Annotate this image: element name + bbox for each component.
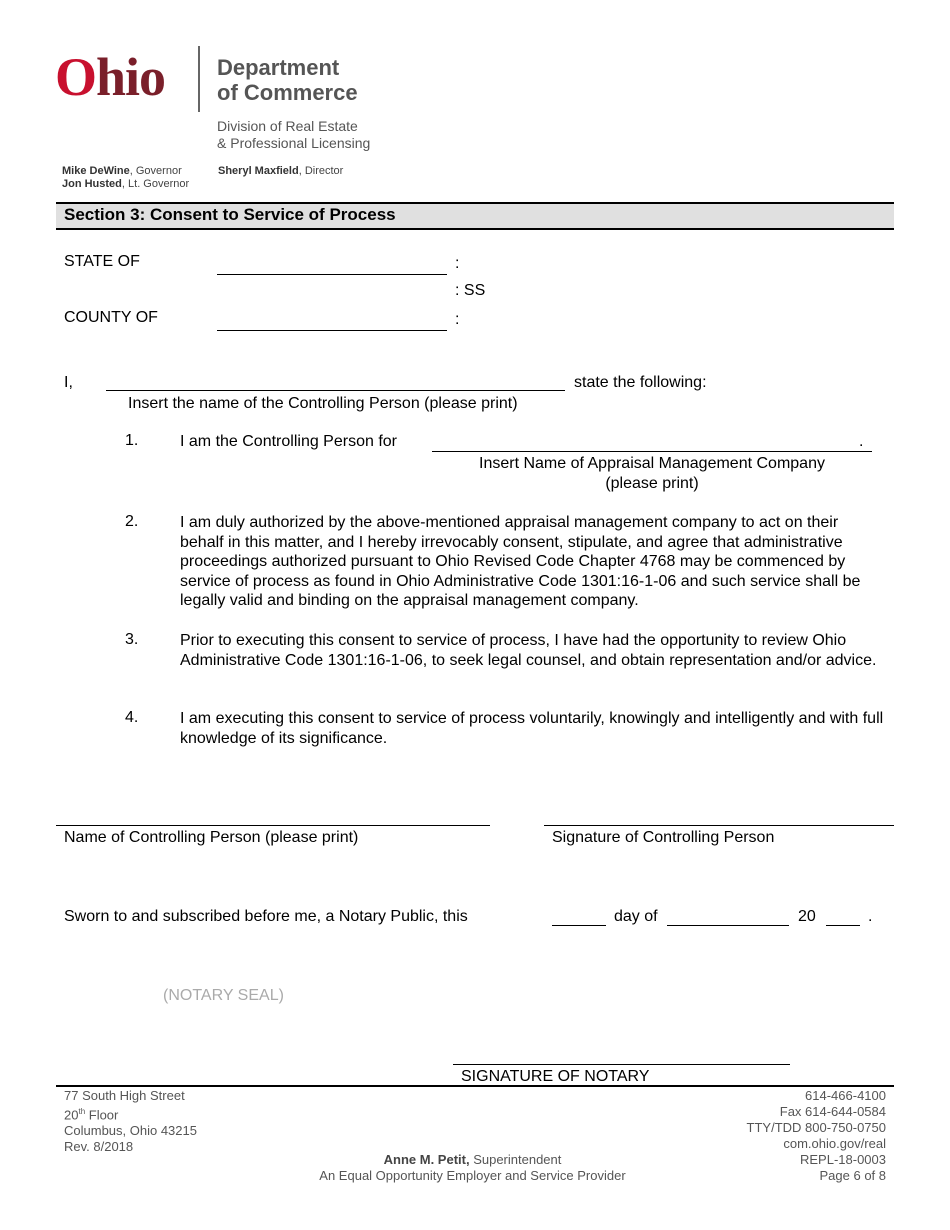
item-3-text: Prior to executing this consent to service of process, I have had the opportunity to review Ohio Administrative Code 1301:16-1-06, to seek legal counsel, and obtain representation and/or advice. xyxy=(180,632,877,669)
county-field[interactable] xyxy=(217,330,447,331)
notary-signature-line[interactable] xyxy=(453,1064,790,1065)
year-prefix: 20 xyxy=(798,908,816,925)
item-number: 3. xyxy=(125,631,139,648)
county-label: COUNTY OF xyxy=(64,309,158,326)
signature-line[interactable] xyxy=(544,825,894,826)
name-signature-line[interactable] xyxy=(56,825,490,826)
item-number: 2. xyxy=(125,513,139,530)
sworn-text: Sworn to and subscribed before me, a Notary Public, this xyxy=(64,908,468,925)
item-1-text: I am the Controlling Person for xyxy=(180,433,397,450)
controlling-person-name-field[interactable] xyxy=(106,390,565,391)
director-block: Sheryl Maxfield, Director xyxy=(218,165,344,177)
day-of-label: day of xyxy=(614,908,658,925)
item-1-period: . xyxy=(859,433,864,450)
item-number: 1. xyxy=(125,432,139,449)
venue-colon: : xyxy=(455,311,460,328)
footer-address: 77 South High Street 20th Floor Columbus, Ohio 43215 Rev. 8/2018 xyxy=(64,1088,197,1155)
declarant-suffix: state the following: xyxy=(574,374,707,391)
name-label: Name of Controlling Person (please print) xyxy=(64,829,359,846)
logo-divider xyxy=(198,46,200,112)
department-name: Department of Commerce xyxy=(217,55,358,105)
website-link[interactable]: com.ohio.gov/real xyxy=(783,1136,886,1151)
ohio-logo: Ohio xyxy=(55,47,166,107)
governor-block: Mike DeWine, Governor Jon Husted, Lt. Governor xyxy=(62,165,190,190)
item-number: 4. xyxy=(125,709,139,726)
day-field[interactable] xyxy=(552,925,606,926)
state-field[interactable] xyxy=(217,274,447,275)
item-2-text: I am duly authorized by the above-mentioned appraisal management company to act on their behalf in this matter, and I hereby irrevocably consent, stipulate, and agree that administrative proceedings authorized pursuant to Ohio Revised Code Chapter 4768 may be commenced by service of process as found in Ohio Administrative Code 1301:16-1-06 and such service shall be legally valid and binding on the appraisal management company. xyxy=(180,514,861,609)
footer-center: Anne M. Petit, Superintendent An Equal Opportunity Employer and Service Provider xyxy=(319,1152,626,1183)
amc-caption: Insert Name of Appraisal Management Company (please print) xyxy=(479,455,825,492)
section-title: Section 3: Consent to Service of Process xyxy=(64,205,396,224)
state-label: STATE OF xyxy=(64,253,140,270)
division-name: Division of Real Estate & Professional Licensing xyxy=(217,118,371,151)
notary-period: . xyxy=(868,908,873,925)
month-field[interactable] xyxy=(667,925,789,926)
year-field[interactable] xyxy=(826,925,860,926)
venue-colon: : xyxy=(455,255,460,272)
amc-name-field[interactable] xyxy=(432,451,872,452)
declarant-caption: Insert the name of the Controlling Person (please print) xyxy=(128,395,518,412)
footer-divider xyxy=(56,1085,894,1087)
notary-signature-label: SIGNATURE OF NOTARY xyxy=(461,1068,650,1085)
ss-label: : SS xyxy=(455,282,486,299)
footer-contact: 614-466-4100 Fax 614-644-0584 TTY/TDD 800-750-0750 com.ohio.gov/real REPL-18-0003 Page 6 of 8 xyxy=(746,1088,886,1183)
item-4-text: I am executing this consent to service of process voluntarily, knowingly and intelligently and with full knowledge of its significance. xyxy=(180,710,884,747)
signature-label: Signature of Controlling Person xyxy=(552,829,775,846)
declarant-prefix: I, xyxy=(64,374,73,391)
notary-seal-placeholder: (NOTARY SEAL) xyxy=(163,987,284,1004)
